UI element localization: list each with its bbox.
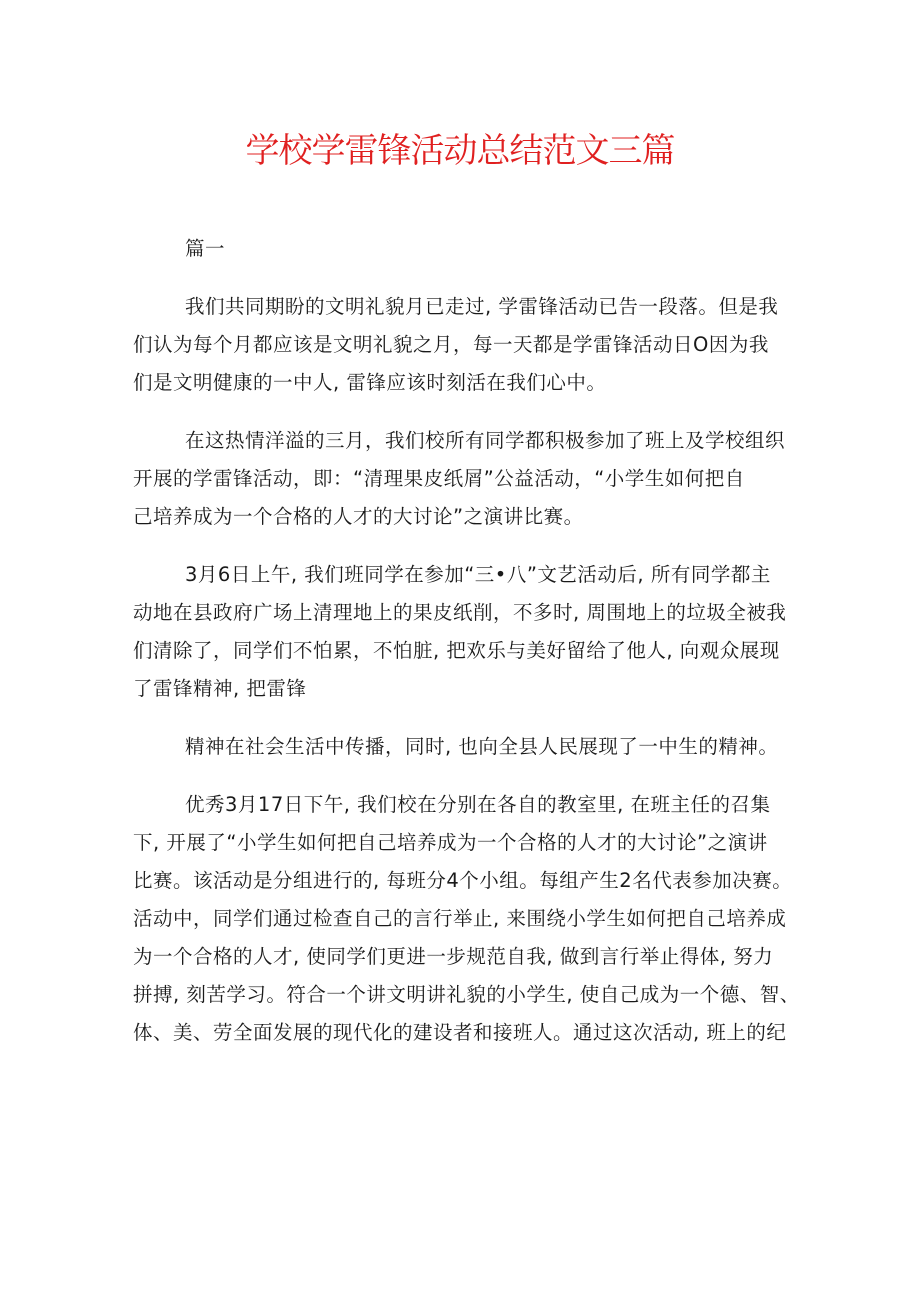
paragraph-line: 们认为每个月都应该是文明礼貌之月，每一天都是学雷锋活动日O因为我	[133, 333, 769, 356]
paragraph-line: 3月6日上午, 我们班同学在参加“三•八”文艺活动后, 所有同学都主	[185, 563, 771, 586]
paragraph-line: 了雷锋精神, 把雷锋	[133, 677, 307, 700]
paragraph-line: 开展的学雷锋活动，即：“清理果皮纸屑”公益活动，“小学生如何把自	[133, 467, 745, 490]
paragraph-heading	[133, 230, 798, 268]
paragraph-line: 优秀3月17日下午, 我们校在分别在各自的教室里, 在班主任的召集	[185, 793, 771, 816]
document-body	[133, 230, 798, 1072]
paragraph	[133, 786, 798, 1052]
paragraph-line: 动地在县政府广场上清理地上的果皮纸削，不多时, 周围地上的垃圾全被我	[133, 601, 787, 624]
paragraph	[133, 556, 798, 708]
paragraph-line: 为一个合格的人才, 使同学们更进一步规范自我, 做到言行举止得体, 努力	[133, 945, 774, 968]
paragraph-line: 拼搏, 刻苦学习。符合一个讲文明讲礼貌的小学生, 使自己成为一个德、智、	[133, 983, 800, 1006]
document-title: 学校学雷锋活动总结范文三篇	[245, 131, 675, 171]
paragraph-line: 们清除了，同学们不怕累，不怕脏, 把欢乐与美好留给了他人, 向观众展现	[133, 639, 780, 662]
paragraph-line: 体、美、劳全面发展的现代化的建设者和接班人。通过这次活动, 班上的纪	[133, 1021, 787, 1044]
paragraph-line: 在这热情洋溢的三月，我们校所有同学都积极参加了班上及学校组织	[185, 429, 786, 452]
paragraph-line: 精神在社会生活中传播，同时, 也向全县人民展现了一中生的精神。	[185, 735, 779, 758]
paragraph-line: 活动中，同学们通过检查自己的言行举止, 来围绕小学生如何把自己培养成	[133, 907, 787, 930]
paragraph-line: 己培养成为一个合格的人才的大讨论”之演讲比赛。	[133, 505, 584, 528]
paragraph-line: 比赛。该活动是分组进行的, 每班分4个小组。每组产生2名代表参加决赛。	[133, 869, 793, 892]
paragraph-line: 我们共同期盼的文明礼貌月已走过, 学雷锋活动已告一段落。但是我	[185, 295, 779, 318]
section-heading: 篇一	[185, 237, 226, 260]
paragraph-line: 下, 开展了“小学生如何把自己培养成为一个合格的人才的大讨论”之演讲	[133, 831, 768, 854]
paragraph	[133, 422, 798, 536]
paragraph-line: 们是文明健康的一中人, 雷锋应该时刻活在我们心中。	[133, 371, 607, 394]
paragraph	[133, 288, 798, 402]
paragraph	[133, 728, 798, 766]
